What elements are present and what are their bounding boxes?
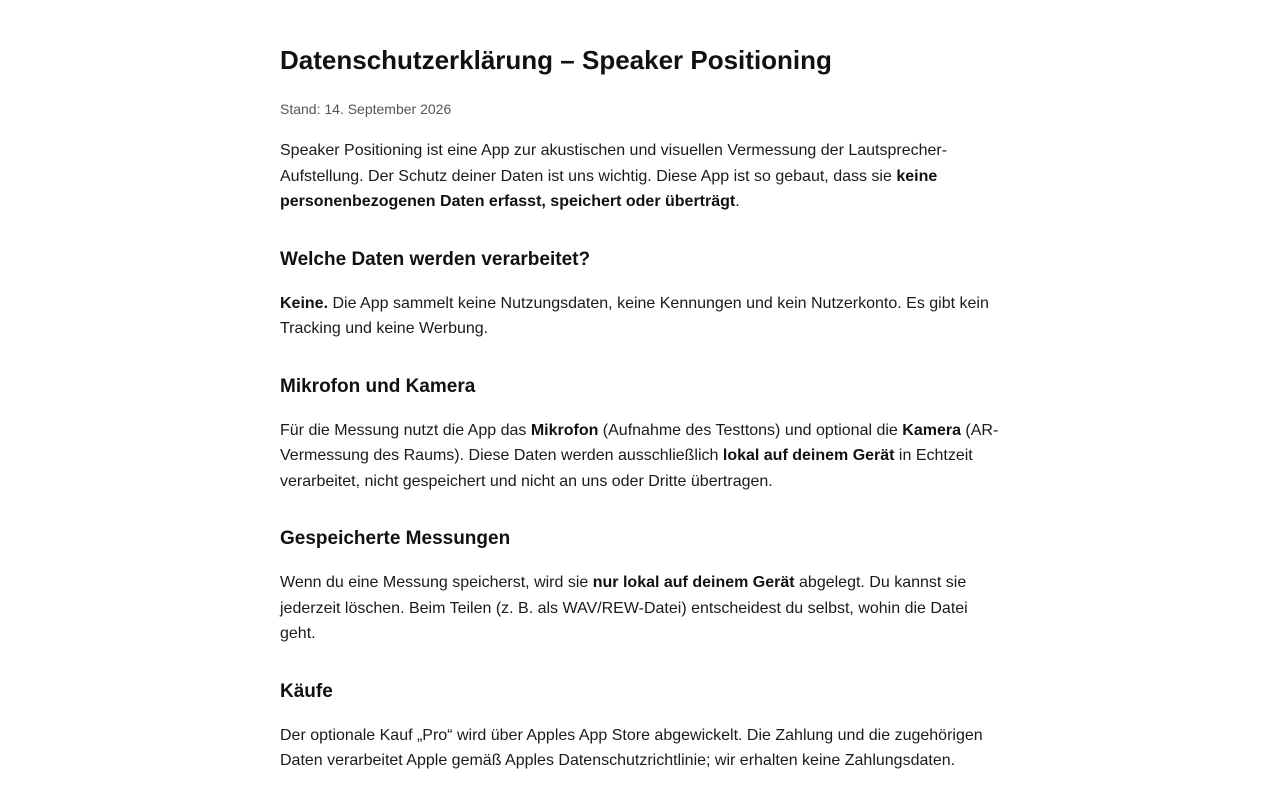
paragraph-text: Der optionale Kauf „Pro“ wird über Apples App Store abgewickelt. Die Zahlung und die zugehörigen Daten verarbeitet Apple gemäß Apples Datenschutzrichtlinie; wir erhalten keine Zahlungsdaten. [280, 726, 983, 769]
intro-paragraph [280, 138, 1000, 215]
emphasis-camera: Kamera [902, 421, 961, 439]
intro-text-1: Speaker Positioning ist eine App zur akustischen und visuellen Vermessung der Lautsprecher-Aufstellung. Der Schutz deiner Daten ist uns wichtig. Diese App ist so gebaut, dass sie [280, 142, 948, 185]
section-paragraph [280, 291, 1000, 342]
paragraph-text: Wenn du eine Messung speicherst, wird sie [280, 574, 593, 591]
page-title: Datenschutzerklärung – Speaker Positioning [280, 45, 832, 75]
section-heading: Käufe [280, 680, 333, 702]
paragraph-text: (Aufnahme des Testtons) und optional die [598, 421, 903, 439]
section-data-processing [280, 248, 1000, 342]
section-paragraph [280, 418, 1000, 495]
emphasis-local-device: lokal auf deinem Gerät [722, 447, 895, 464]
section-heading: Gespeicherte Messungen [280, 528, 511, 549]
intro-text-2: . [735, 193, 740, 210]
section-paragraph [280, 723, 1000, 774]
section-paragraph [280, 570, 1000, 647]
emphasis-none: Keine. [280, 294, 329, 312]
section-saved-measurements [280, 527, 1000, 647]
emphasis-microphone: Mikrofon [530, 421, 599, 439]
section-microphone-camera [280, 375, 1000, 495]
paragraph-text: Die App sammelt keine Nutzungsdaten, keine Kennungen und kein Nutzerkonto. Es gibt kein Tracking und keine Werbung. [280, 294, 989, 337]
paragraph-text: (AR-Vermessung des Raums). Diese Daten werden ausschließlich [280, 421, 999, 464]
privacy-policy-page [280, 0, 1000, 774]
intro-emphasis: keine personenbezogenen Daten erfasst, speichert oder überträgt [280, 167, 938, 210]
paragraph-text: in Echtzeit verarbeitet, nicht gespeichert und nicht an uns oder Dritte übertragen. [280, 447, 973, 490]
paragraph-text: Für die Messung nutzt die App das [280, 421, 531, 439]
section-heading: Mikrofon und Kamera [280, 375, 476, 397]
section-heading: Welche Daten werden verarbeitet? [280, 248, 591, 270]
last-updated-date: Stand: 14. September 2026 [280, 101, 452, 117]
section-purchases [280, 680, 1000, 774]
emphasis-local-only: nur lokal auf deinem Gerät [592, 574, 795, 591]
paragraph-text: abgelegt. Du kannst sie jederzeit löschen. Beim Teilen (z. B. als WAV/REW-Datei) entscheidest du selbst, wohin die Datei geht. [280, 574, 968, 642]
